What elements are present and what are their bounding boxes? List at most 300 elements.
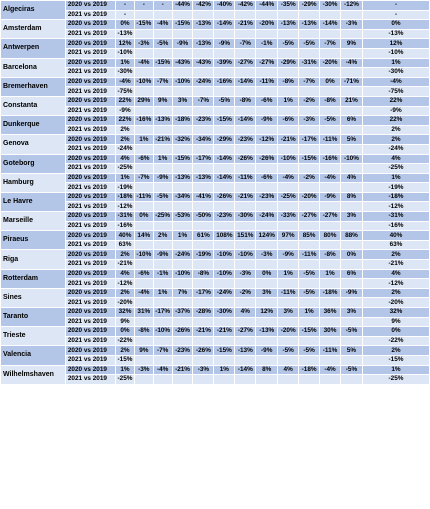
value-cell: -42% <box>193 1 214 11</box>
value-cell <box>134 10 153 20</box>
table-row <box>1 116 430 126</box>
value-cell: 4% <box>278 365 299 375</box>
value-cell: -11% <box>134 192 153 202</box>
value-cell <box>320 202 341 212</box>
value-cell <box>299 144 320 154</box>
period-label: 2021 vs 2019 <box>65 183 115 193</box>
total-cell: -25% <box>362 164 429 174</box>
period-label: 2020 vs 2019 <box>65 173 115 183</box>
value-cell: 4% <box>116 269 135 279</box>
value-cell: 30% <box>320 327 341 337</box>
value-cell: -5% <box>153 39 172 49</box>
total-cell: -21% <box>362 260 429 270</box>
value-cell: 1% <box>299 308 320 318</box>
value-cell <box>134 260 153 270</box>
total-cell: -9% <box>362 106 429 116</box>
table-row <box>1 365 430 375</box>
total-cell: -16% <box>362 221 429 231</box>
table-row <box>1 39 430 49</box>
value-cell <box>193 317 214 327</box>
value-cell: 124% <box>256 231 278 241</box>
value-cell: 80% <box>320 231 341 241</box>
value-cell <box>214 183 235 193</box>
value-cell <box>340 279 362 289</box>
value-cell: -20% <box>320 58 341 68</box>
value-cell: -15% <box>172 20 193 30</box>
value-cell: -13% <box>117 30 133 38</box>
value-cell: 12% <box>116 39 135 49</box>
value-cell: 1% <box>116 173 135 183</box>
value-cell <box>214 10 235 20</box>
value-cell: -21% <box>155 135 171 143</box>
value-cell: -25% <box>117 164 133 172</box>
value-cell <box>235 279 256 289</box>
value-cell: -18% <box>172 116 193 126</box>
value-cell: -21% <box>235 192 256 202</box>
value-cell: 6% <box>340 116 362 126</box>
total-cell: 2% <box>362 288 429 298</box>
value-cell: -13% <box>278 20 299 30</box>
value-cell: -6% <box>134 269 153 279</box>
value-cell <box>256 106 278 116</box>
total-cell: -18% <box>362 192 429 202</box>
value-cell <box>340 355 362 365</box>
value-cell: -31% <box>117 212 133 220</box>
value-cell: -5% <box>278 346 299 356</box>
value-cell: -29% <box>278 58 299 68</box>
value-cell <box>320 10 341 20</box>
value-cell <box>134 336 153 346</box>
value-cell: 8% <box>256 365 278 375</box>
value-cell: -10% <box>172 269 193 279</box>
value-cell: -4% <box>153 365 172 375</box>
value-cell <box>172 279 193 289</box>
value-cell <box>153 375 172 385</box>
value-cell <box>235 240 256 250</box>
value-cell <box>214 125 235 135</box>
value-cell <box>320 106 341 116</box>
value-cell: 5% <box>340 346 362 356</box>
port-name: Rotterdam <box>1 269 66 288</box>
value-cell <box>193 260 214 270</box>
total-cell: -15% <box>362 355 429 365</box>
value-cell: -14% <box>214 173 235 183</box>
value-cell: -14% <box>235 365 256 375</box>
value-cell: -10% <box>172 77 193 87</box>
value-cell <box>193 125 214 135</box>
table-row <box>1 77 430 87</box>
period-label: 2020 vs 2019 <box>65 308 115 318</box>
value-cell: 22% <box>116 96 135 106</box>
value-cell: -31% <box>299 58 320 68</box>
total-cell: -10% <box>362 48 429 58</box>
value-cell: 9% <box>153 96 172 106</box>
value-cell <box>299 336 320 346</box>
value-cell <box>153 29 172 39</box>
value-cell <box>172 48 193 58</box>
value-cell: -22% <box>117 337 133 345</box>
total-cell: 2% <box>362 125 429 135</box>
port-name: Hamburg <box>1 173 66 192</box>
value-cell <box>153 317 172 327</box>
port-name: Antwerpen <box>1 39 66 58</box>
value-cell: -11% <box>256 77 278 87</box>
value-cell: -1% <box>153 269 172 279</box>
value-cell <box>214 260 235 270</box>
value-cell <box>134 279 153 289</box>
value-cell: -32% <box>172 135 193 145</box>
value-cell <box>214 87 235 97</box>
port-name: Piraeus <box>1 231 66 250</box>
period-label: 2020 vs 2019 <box>65 288 115 298</box>
value-cell: 0% <box>320 77 341 87</box>
value-cell: 88% <box>340 231 362 241</box>
value-cell: -13% <box>155 116 171 124</box>
value-cell: -9% <box>256 346 278 356</box>
value-cell: -7% <box>153 346 172 356</box>
value-cell <box>172 29 193 39</box>
total-cell: 40% <box>362 231 429 241</box>
port-name: Trieste <box>1 327 66 346</box>
total-cell: -20% <box>362 298 429 308</box>
value-cell <box>278 221 299 231</box>
value-cell <box>340 317 362 327</box>
period-label: 2021 vs 2019 <box>65 144 115 154</box>
table-row <box>1 355 430 365</box>
value-cell <box>278 87 299 97</box>
value-cell <box>193 10 214 20</box>
value-cell: -4% <box>153 20 172 30</box>
value-cell <box>153 355 172 365</box>
table-row <box>1 48 430 58</box>
value-cell: -24% <box>172 250 193 260</box>
value-cell <box>256 10 278 20</box>
table-row <box>1 183 430 193</box>
value-cell <box>214 336 235 346</box>
value-cell: -16% <box>117 221 133 229</box>
value-cell <box>340 10 362 20</box>
value-cell: -24% <box>256 212 278 222</box>
value-cell: 9% <box>340 39 362 49</box>
value-cell: -8% <box>193 269 214 279</box>
table-row <box>1 144 430 154</box>
value-cell: 4% <box>340 173 362 183</box>
value-cell: -13% <box>193 173 214 183</box>
value-cell: 1% <box>116 58 135 68</box>
value-cell: -44% <box>172 1 193 11</box>
period-label: 2020 vs 2019 <box>65 96 115 106</box>
total-cell: 12% <box>362 39 429 49</box>
value-cell <box>153 260 172 270</box>
total-cell: 4% <box>362 269 429 279</box>
value-cell: -26% <box>235 154 256 164</box>
value-cell: 9% <box>134 346 153 356</box>
value-cell: -6% <box>134 154 153 164</box>
value-cell: -25% <box>155 212 171 220</box>
value-cell: -21% <box>214 327 235 337</box>
value-cell: -10% <box>136 250 152 258</box>
table-row <box>1 125 430 135</box>
value-cell: -13% <box>193 20 214 30</box>
value-cell <box>299 48 320 58</box>
value-cell <box>320 298 341 308</box>
value-cell <box>172 144 193 154</box>
value-cell: -4% <box>116 77 135 87</box>
value-cell: 14% <box>134 231 153 241</box>
value-cell: -27% <box>256 58 278 68</box>
value-cell <box>256 279 278 289</box>
total-cell: 2% <box>362 135 429 145</box>
total-cell: 1% <box>362 173 429 183</box>
value-cell <box>172 298 193 308</box>
value-cell: -27% <box>235 58 256 68</box>
value-cell <box>172 125 193 135</box>
port-name: Le Havre <box>1 192 66 211</box>
value-cell <box>153 298 172 308</box>
value-cell <box>193 202 214 212</box>
value-cell: 2% <box>116 125 135 135</box>
value-cell <box>256 68 278 78</box>
value-cell: -29% <box>299 1 320 11</box>
value-cell <box>299 164 320 174</box>
value-cell <box>172 87 193 97</box>
total-cell: -13% <box>362 29 429 39</box>
value-cell: 40% <box>116 231 135 241</box>
value-cell <box>214 240 235 250</box>
value-cell: 1% <box>214 365 235 375</box>
value-cell <box>153 106 172 116</box>
value-cell <box>134 240 153 250</box>
value-cell <box>214 375 235 385</box>
value-cell: -53% <box>172 212 193 222</box>
value-cell <box>278 298 299 308</box>
value-cell: -8% <box>320 96 341 106</box>
value-cell <box>153 221 172 231</box>
value-cell: 151% <box>235 231 256 241</box>
value-cell: 31% <box>134 308 153 318</box>
table-row <box>1 240 430 250</box>
value-cell: -9% <box>256 116 278 126</box>
value-cell: -7% <box>134 173 153 183</box>
value-cell: 1% <box>320 269 341 279</box>
value-cell <box>299 260 320 270</box>
period-label: 2021 vs 2019 <box>65 125 115 135</box>
table-row <box>1 58 430 68</box>
value-cell: 1% <box>153 154 172 164</box>
value-cell: -10% <box>340 154 362 164</box>
value-cell: -10% <box>278 154 299 164</box>
value-cell <box>214 355 235 365</box>
period-label: 2021 vs 2019 <box>65 68 115 78</box>
table-row <box>1 346 430 356</box>
value-cell <box>278 375 299 385</box>
value-cell: 8% <box>340 192 362 202</box>
value-cell <box>256 240 278 250</box>
value-cell <box>278 106 299 116</box>
value-cell <box>172 240 193 250</box>
value-cell: -3% <box>256 250 278 260</box>
table-row <box>1 135 430 145</box>
port-name: Taranto <box>1 308 66 327</box>
value-cell: -3% <box>193 365 214 375</box>
value-cell <box>340 125 362 135</box>
table-row <box>1 29 430 39</box>
value-cell <box>278 164 299 174</box>
period-label: 2020 vs 2019 <box>65 250 115 260</box>
value-cell: -6% <box>256 173 278 183</box>
value-cell <box>278 48 299 58</box>
value-cell <box>153 183 172 193</box>
value-cell: -5% <box>299 39 320 49</box>
port-name: Bremerhaven <box>1 77 66 96</box>
value-cell <box>235 164 256 174</box>
value-cell <box>256 87 278 97</box>
value-cell: 1% <box>134 135 153 145</box>
value-cell <box>278 183 299 193</box>
value-cell <box>340 48 362 58</box>
value-cell: -15% <box>214 116 235 126</box>
value-cell <box>235 298 256 308</box>
value-cell: -10% <box>214 269 235 279</box>
table-row <box>1 327 430 337</box>
table-row <box>1 317 430 327</box>
period-label: 2021 vs 2019 <box>65 279 115 289</box>
value-cell: -37% <box>172 308 193 318</box>
value-cell <box>340 221 362 231</box>
value-cell <box>278 10 299 20</box>
value-cell <box>278 317 299 327</box>
value-cell: -40% <box>214 1 235 11</box>
table-row <box>1 10 430 20</box>
value-cell <box>172 10 193 20</box>
value-cell: -35% <box>278 1 299 11</box>
period-label: 2020 vs 2019 <box>65 365 115 375</box>
value-cell: -12% <box>117 279 133 287</box>
value-cell <box>172 221 193 231</box>
period-label: 2020 vs 2019 <box>65 58 115 68</box>
value-cell <box>214 279 235 289</box>
value-cell: 63% <box>116 240 135 250</box>
value-cell <box>134 106 153 116</box>
value-cell: -4% <box>278 173 299 183</box>
table-body <box>1 1 430 385</box>
value-cell: -3% <box>134 39 153 49</box>
value-cell: -10% <box>214 250 235 260</box>
total-cell: -31% <box>362 212 429 222</box>
value-cell <box>193 106 214 116</box>
value-cell <box>340 29 362 39</box>
value-cell: -11% <box>320 135 341 145</box>
total-cell: -12% <box>362 202 429 212</box>
value-cell <box>153 240 172 250</box>
value-cell: -19% <box>117 183 133 191</box>
value-cell: 7% <box>172 288 193 298</box>
total-cell: 2% <box>362 346 429 356</box>
value-cell: -5% <box>320 116 341 126</box>
value-cell <box>134 221 153 231</box>
value-cell: -12% <box>340 1 362 11</box>
value-cell <box>278 336 299 346</box>
total-cell: -30% <box>362 68 429 78</box>
value-cell: -9% <box>172 39 193 49</box>
value-cell <box>320 260 341 270</box>
value-cell: -20% <box>299 192 320 202</box>
value-cell <box>172 202 193 212</box>
value-cell: 0% <box>340 250 362 260</box>
total-cell: -22% <box>362 336 429 346</box>
period-label: 2021 vs 2019 <box>65 202 115 212</box>
value-cell: 36% <box>320 308 341 318</box>
value-cell <box>235 125 256 135</box>
port-name: Riga <box>1 250 66 269</box>
period-label: 2021 vs 2019 <box>65 48 115 58</box>
value-cell <box>340 87 362 97</box>
value-cell: -2% <box>235 288 256 298</box>
value-cell <box>193 336 214 346</box>
value-cell <box>214 202 235 212</box>
value-cell: -3% <box>299 116 320 126</box>
period-label: 2021 vs 2019 <box>65 240 115 250</box>
value-cell <box>299 317 320 327</box>
value-cell: -15% <box>172 154 193 164</box>
value-cell: 4% <box>116 154 135 164</box>
table-row <box>1 20 430 30</box>
period-label: 2021 vs 2019 <box>65 164 115 174</box>
value-cell: 12% <box>256 308 278 318</box>
value-cell: 2% <box>116 250 135 260</box>
total-cell: 4% <box>362 154 429 164</box>
value-cell: -11% <box>320 346 341 356</box>
value-cell: -7% <box>193 96 214 106</box>
value-cell <box>299 183 320 193</box>
value-cell: -17% <box>155 308 171 316</box>
value-cell <box>214 29 235 39</box>
value-cell <box>235 375 256 385</box>
value-cell: -4% <box>320 173 341 183</box>
value-cell: -11% <box>299 250 320 260</box>
value-cell <box>299 202 320 212</box>
value-cell: -30% <box>320 1 341 11</box>
value-cell: -14% <box>235 116 256 126</box>
value-cell <box>320 125 341 135</box>
value-cell: 32% <box>116 308 135 318</box>
value-cell: 5% <box>340 135 362 145</box>
value-cell: -21% <box>117 260 133 268</box>
period-label: 2021 vs 2019 <box>65 29 115 39</box>
value-cell <box>256 355 278 365</box>
value-cell <box>153 10 172 20</box>
value-cell <box>320 375 341 385</box>
value-cell: -2% <box>299 96 320 106</box>
table-row <box>1 212 430 222</box>
value-cell: 0% <box>134 212 153 222</box>
value-cell: -39% <box>214 58 235 68</box>
value-cell <box>153 202 172 212</box>
value-cell <box>235 183 256 193</box>
total-cell: 0% <box>362 20 429 30</box>
value-cell: -3% <box>235 269 256 279</box>
value-cell <box>320 355 341 365</box>
table-row <box>1 87 430 97</box>
value-cell: 3% <box>172 96 193 106</box>
value-cell: 0% <box>256 269 278 279</box>
period-label: 2021 vs 2019 <box>65 87 115 97</box>
value-cell: -15% <box>299 154 320 164</box>
port-name: Wilhelmshaven <box>1 365 66 384</box>
table-row <box>1 279 430 289</box>
value-cell: 0% <box>116 327 135 337</box>
value-cell: -28% <box>193 308 214 318</box>
